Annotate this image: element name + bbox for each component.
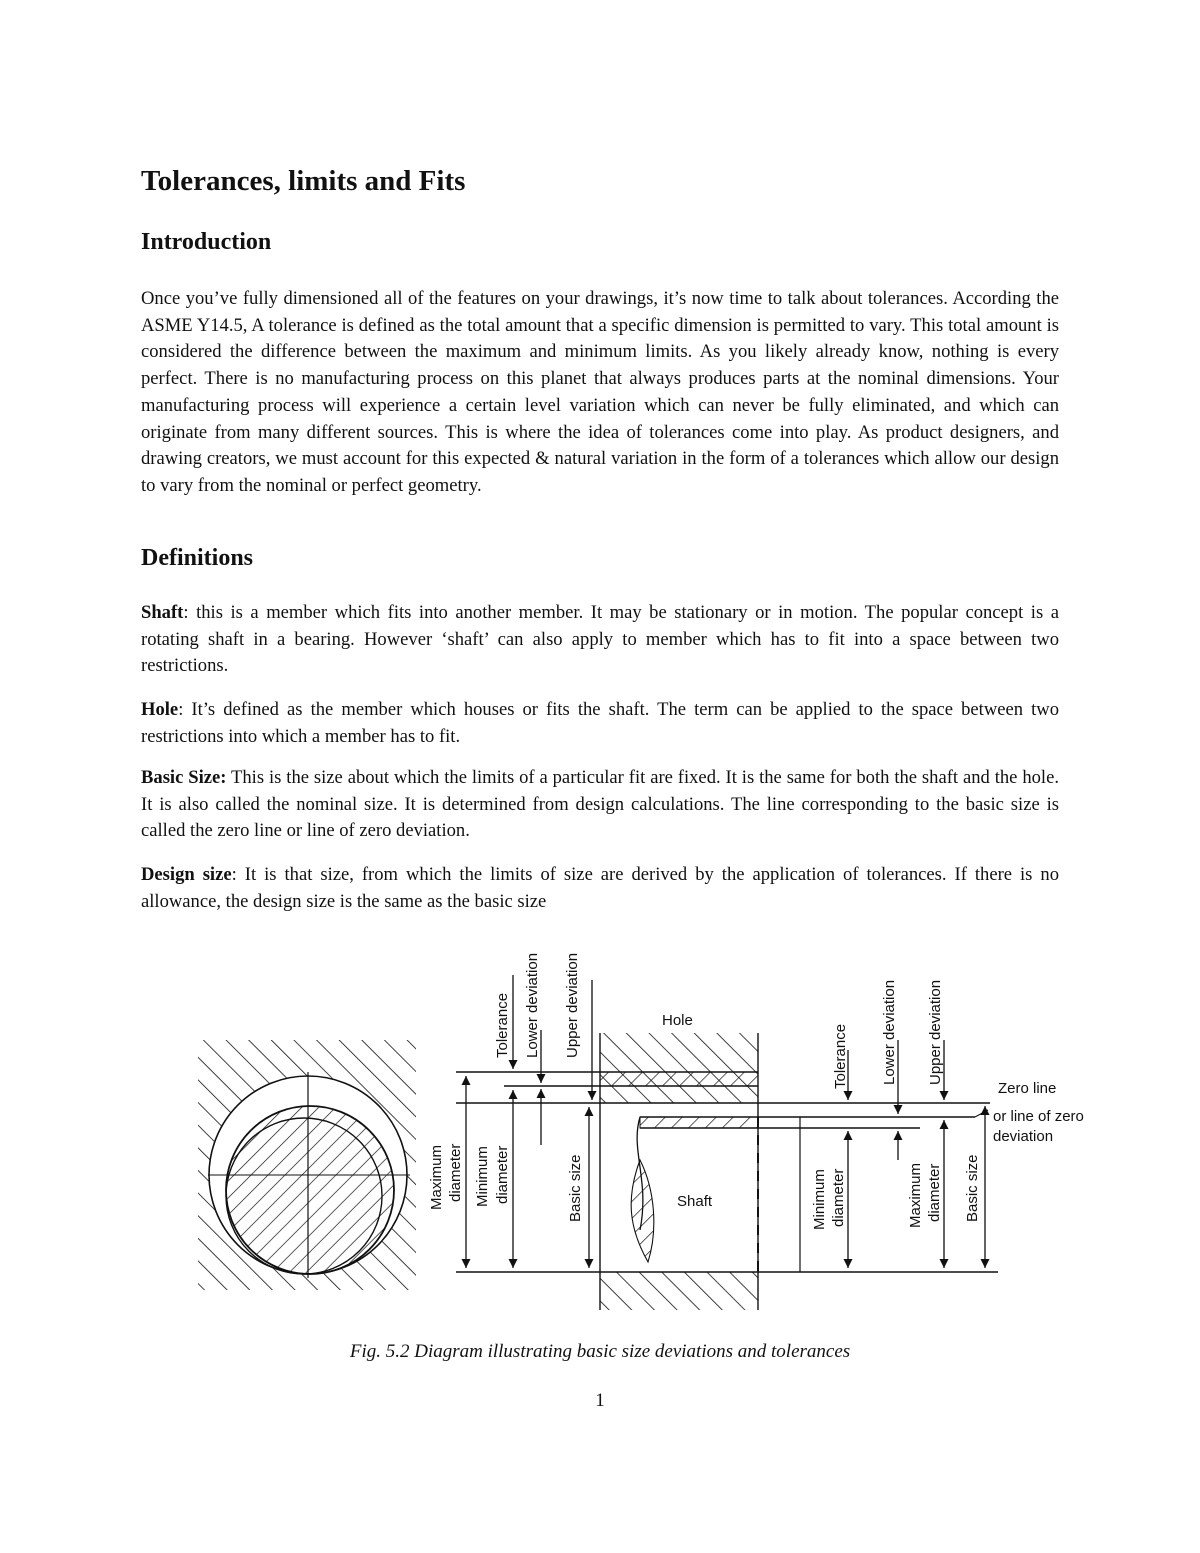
minimum-label-left: Minimum [474, 1146, 491, 1207]
circular-section-view [198, 1040, 416, 1290]
zero-line-label-3: deviation [993, 1128, 1054, 1145]
shaft-label: Shaft [677, 1193, 713, 1210]
tolerance-label-left: Tolerance [494, 992, 511, 1058]
lower-deviation-label-left: Lower deviation [524, 952, 541, 1058]
introduction-heading: Introduction [141, 229, 272, 255]
definition-text: It is that size, from which the limits of size are derived by the application of tolerances. If there is no allowance, the design size is the same as the basic size [141, 864, 1059, 912]
definition-hole: Hole: It’s defined as the member which houses or fits the shaft. The term can be applied to the space between two restrictions into which a member has to fit. [141, 699, 1059, 747]
figure-caption: Fig. 5.2 Diagram illustrating basic size deviations and tolerances [349, 1341, 851, 1362]
shaft-section [631, 1117, 800, 1272]
definition-text: This is the size about which the limits of a particular fit are fixed. It is the same for both the shaft and the hole. It is also called the nominal size. It is determined from design calculations. The line corresponding to the basic size is called the zero line or line of zero deviation. [141, 767, 1059, 842]
hole-section [600, 1033, 758, 1310]
definition-text: It’s defined as the member which houses or fits the shaft. The term can be applied to the space between two restrictions into which a member has to fit. [141, 699, 1059, 747]
basic-size-label-right: Basic size [964, 1154, 981, 1222]
definition-term: Design size [141, 864, 232, 885]
zero-line-label: Zero line [998, 1080, 1057, 1097]
diameter-label-right-min: diameter [830, 1168, 847, 1227]
definition-term: Shaft [141, 602, 184, 623]
diameter-label-left-max: diameter [447, 1143, 464, 1202]
zero-line-label-2: or line of zero [993, 1108, 1084, 1125]
upper-deviation-label-left: Upper deviation [564, 952, 581, 1058]
definition-term: Basic Size [141, 767, 221, 788]
page-title: Tolerances, limits and Fits [141, 165, 466, 197]
right-dimensions [848, 1040, 988, 1268]
lower-deviation-label-right: Lower deviation [881, 979, 898, 1085]
maximum-label-left: Maximum [428, 1144, 445, 1210]
page-number: 1 [595, 1390, 605, 1411]
basic-size-label-left: Basic size [567, 1154, 584, 1222]
tolerance-label-right: Tolerance [832, 1023, 849, 1089]
definition-design-size: Design size: It is that size, from which the limits of size are derived by the application of tolerances. If there is no allowance, the design size is the same as the basic size [141, 864, 1059, 912]
maximum-label-right: Maximum [907, 1162, 924, 1228]
minimum-label-right: Minimum [811, 1169, 828, 1230]
definition-shaft: Shaft: this is a member which fits into another member. It may be stationary or in motion. The popular concept is a rotating shaft in a bearing. However ‘shaft’ can also apply to member which has to fit into a space between two restrictions. [141, 602, 1059, 677]
definitions-heading: Definitions [141, 545, 254, 571]
hole-label: Hole [662, 1012, 693, 1029]
definition-basic-size: Basic Size: This is the size about which the limits of a particular fit are fixed. It is the same for both the shaft and the hole. It is also called the nominal size. It is determined from design calculations. The line corresponding to the basic size is called the zero line or line of zero deviation. [141, 767, 1059, 842]
tolerance-diagram [180, 930, 1110, 1330]
upper-deviation-label-right: Upper deviation [927, 979, 944, 1085]
introduction-paragraph: Once you’ve fully dimensioned all of the features on your drawings, it’s now time to talk about tolerances. According the ASME Y14.5, A tolerance is defined as the total amount that a specific dimension is permitted to vary. This total amount is considered the difference between the maximum and minimum limits. As you likely already know, nothing is every perfect. There is no manufacturing process on this planet that always produces parts at the nominal dimensions. Your manufacturing process will experience a certain level variation which can never be fully eliminated, and which can originate from many different sources. This is where the idea of tolerances come into play. As product designers, and drawing creators, we must account for this expected & natural variation in the form of a tolerances which allow our design to vary from the nominal or perfect geometry. [141, 288, 1059, 496]
definition-text: this is a member which fits into another member. It may be stationary or in motion. The popular concept is a rotating shaft in a bearing. However ‘shaft’ can also apply to member which has to fit into a space between two restrictions. [141, 602, 1059, 677]
diameter-label-left-min: diameter [494, 1145, 511, 1204]
diameter-label-right-max: diameter [926, 1163, 943, 1222]
definition-term: Hole [141, 699, 179, 720]
